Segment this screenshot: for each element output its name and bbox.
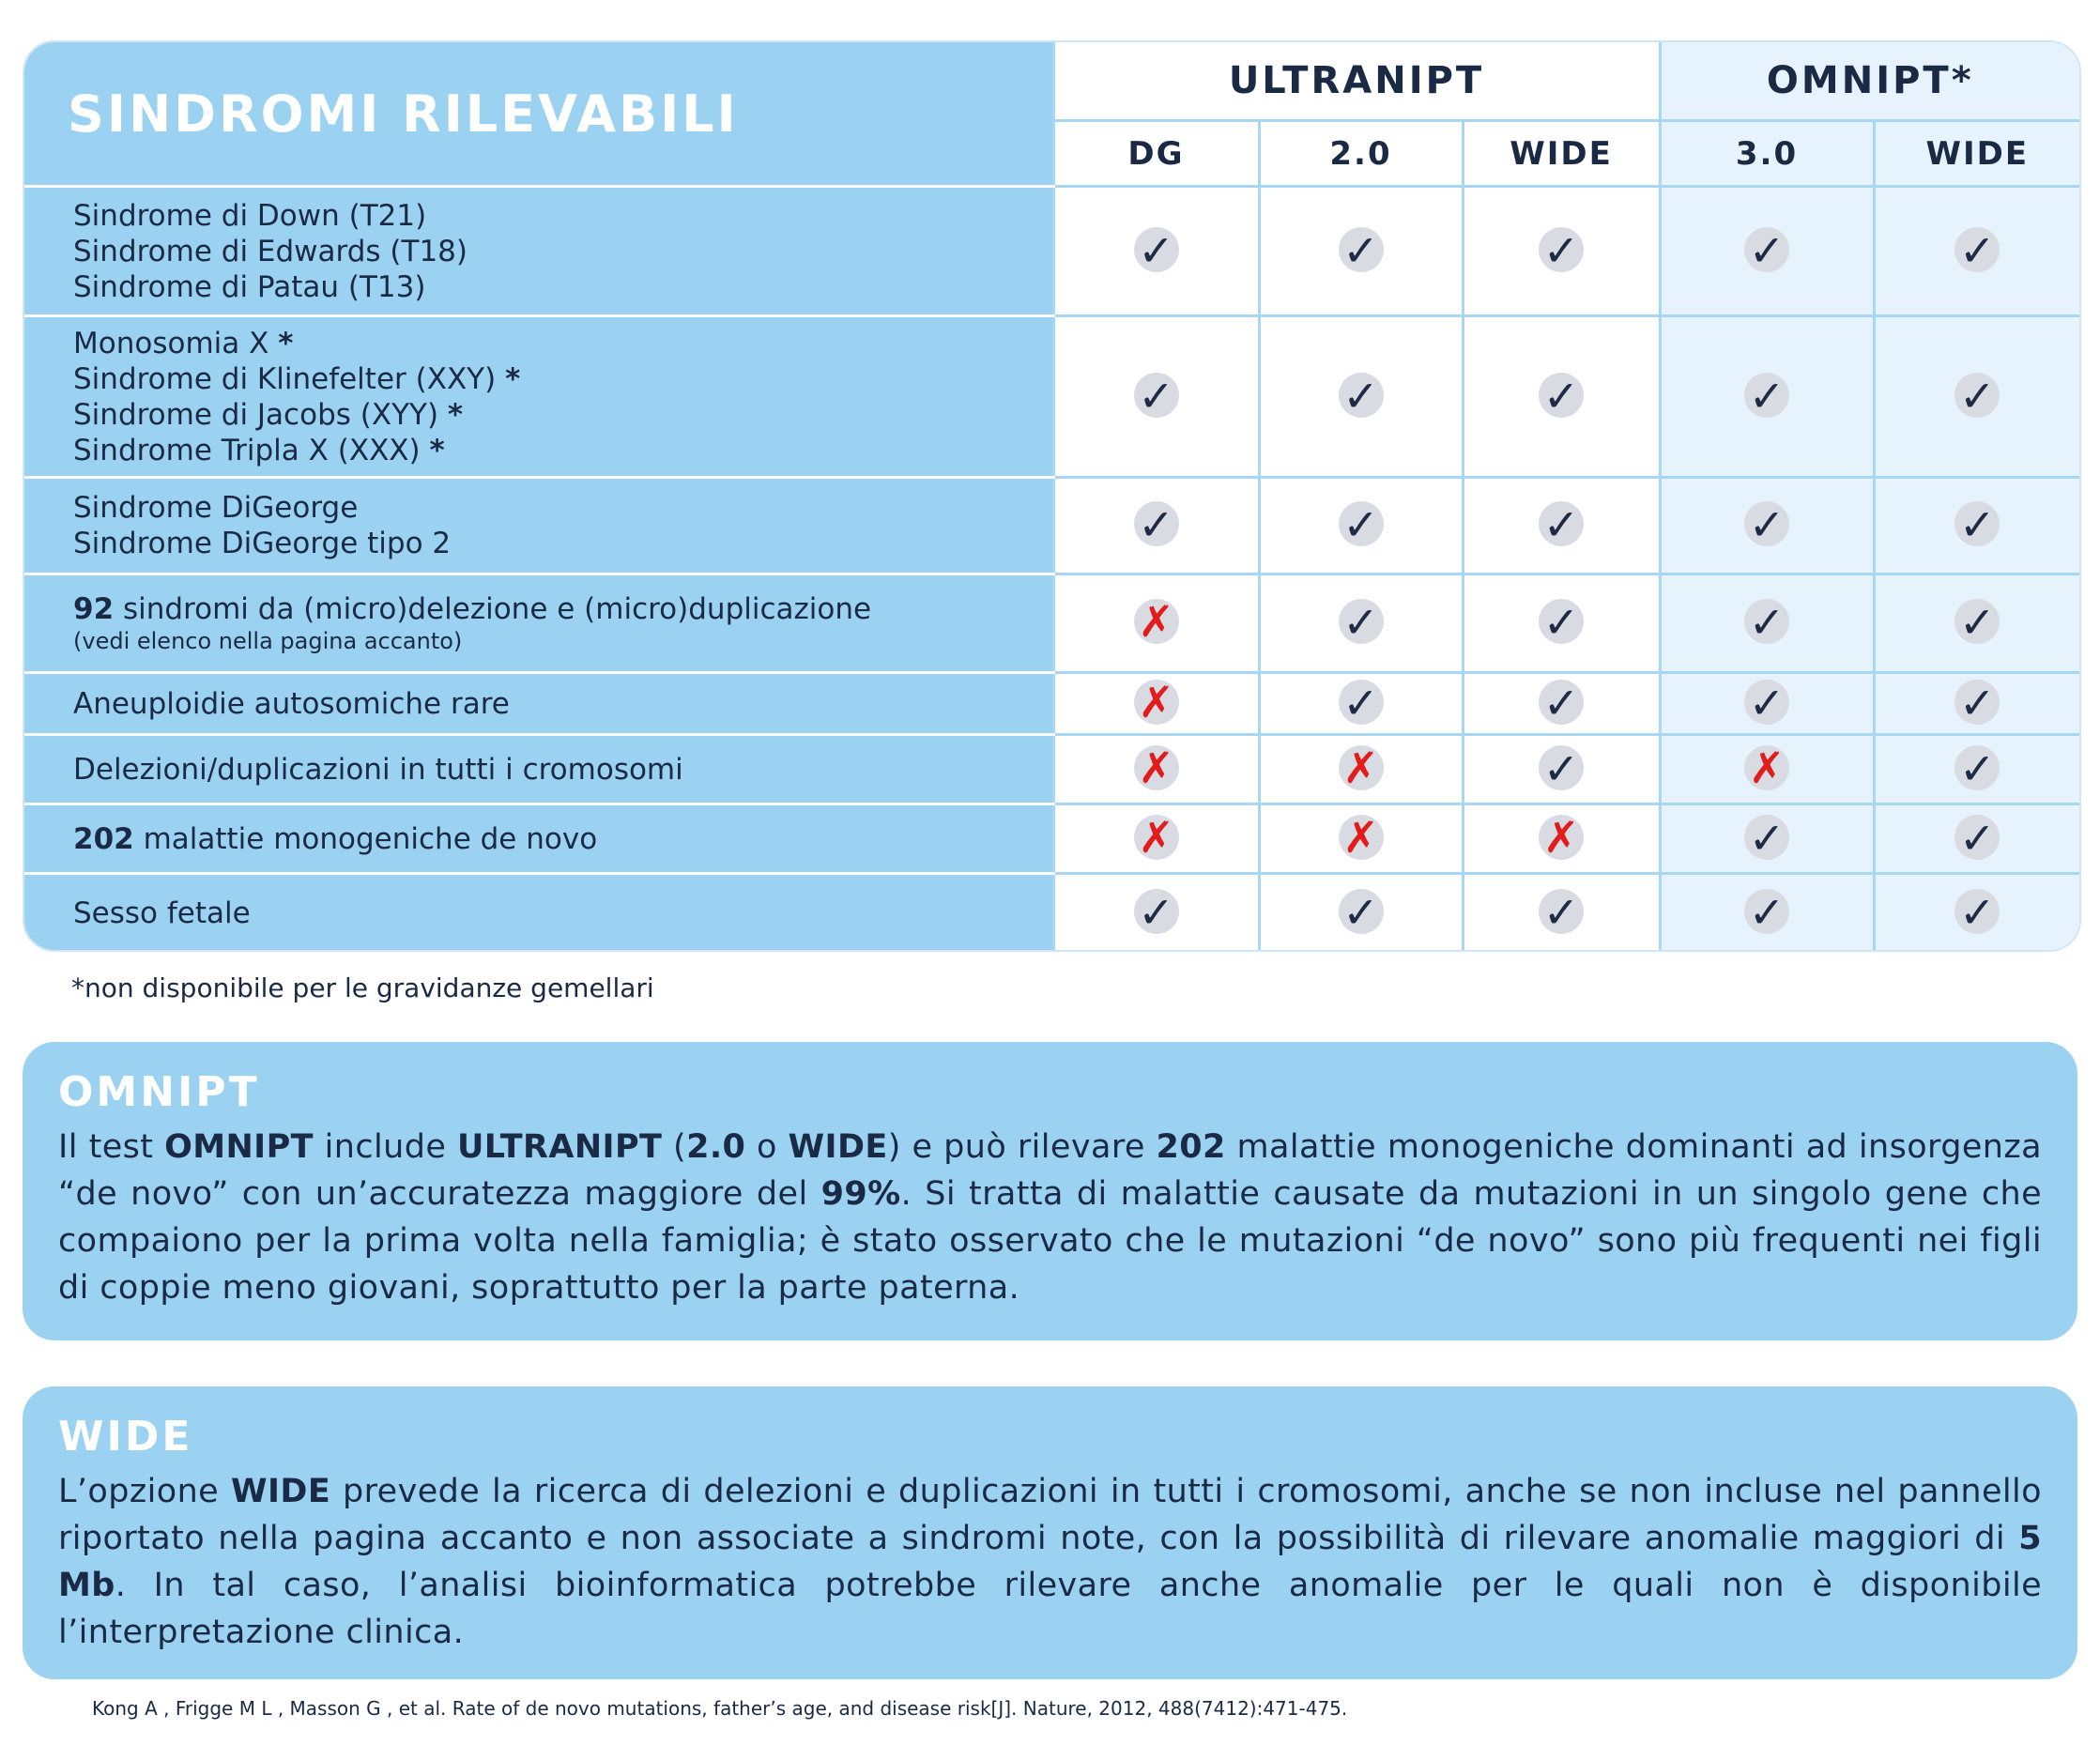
row-label bbox=[24, 673, 1053, 735]
check-icon bbox=[1954, 227, 2000, 272]
result-cell bbox=[1874, 804, 2079, 874]
cross-icon bbox=[1339, 745, 1384, 790]
result-cell bbox=[1259, 735, 1463, 804]
text-segment: . In tal caso, l’analisi bioinformatica potrebbe rilevare anche anomalie per le quali non è disponibile l’interpretazione clinica. bbox=[58, 1567, 2042, 1651]
group-header-omnipt: OMNIPT* bbox=[1660, 42, 2079, 121]
check-icon bbox=[1954, 501, 2000, 546]
text-segment: o bbox=[745, 1128, 789, 1166]
result-cell bbox=[1053, 673, 1259, 735]
check-icon bbox=[1744, 227, 1789, 272]
table-row bbox=[24, 804, 2079, 874]
check-icon bbox=[1339, 501, 1384, 546]
cross-icon bbox=[1134, 680, 1179, 725]
table-row bbox=[24, 735, 2079, 804]
asterisk-mark: * bbox=[429, 433, 445, 467]
text-segment: . Si tratta di malattie causate da mutazioni in un singolo gene che compaiono per la prima volta nella famiglia; è stato osservato che le mutazioni “de novo” sono più frequenti nei figli di coppie meno giovani, soprattutto per la parte paterna. bbox=[58, 1175, 2042, 1307]
result-cell bbox=[1874, 673, 2079, 735]
check-icon bbox=[1539, 501, 1584, 546]
check-icon bbox=[1744, 501, 1789, 546]
row-line: Sindrome DiGeorge bbox=[73, 491, 359, 525]
result-cell bbox=[1259, 478, 1463, 574]
sub-header-ultra-wide: WIDE bbox=[1463, 121, 1660, 187]
row-line: Sindrome DiGeorge tipo 2 bbox=[73, 527, 452, 560]
cross-icon bbox=[1134, 815, 1179, 860]
sub-header-dg: DG bbox=[1053, 121, 1259, 187]
result-cell bbox=[1463, 673, 1660, 735]
check-icon bbox=[1954, 745, 2000, 790]
row-note: (vedi elenco nella pagina accanto) bbox=[73, 628, 463, 654]
text-segment: ) e può rilevare bbox=[887, 1128, 1157, 1166]
check-icon bbox=[1539, 599, 1584, 644]
row-line: Sindrome di Jacobs (XYY) bbox=[73, 397, 439, 432]
result-cell bbox=[1463, 187, 1660, 316]
table-row bbox=[24, 874, 2079, 953]
wide-info-box bbox=[23, 1386, 2077, 1679]
text-emphasis: WIDE bbox=[230, 1473, 331, 1510]
result-cell bbox=[1463, 804, 1660, 874]
check-icon bbox=[1744, 373, 1789, 418]
text-emphasis: 5 Mb bbox=[58, 1520, 2042, 1604]
check-icon bbox=[1539, 889, 1584, 934]
wide-box-title: WIDE bbox=[58, 1413, 193, 1461]
text-emphasis: 202 bbox=[1156, 1128, 1226, 1166]
asterisk-mark: * bbox=[447, 397, 464, 432]
omnipt-info-box bbox=[23, 1042, 2077, 1340]
row-text: Sesso fetale bbox=[73, 896, 251, 931]
result-cell bbox=[1053, 735, 1259, 804]
check-icon bbox=[1134, 227, 1179, 272]
result-cell bbox=[1463, 574, 1660, 673]
result-cell bbox=[1660, 735, 1874, 804]
text-emphasis: 2.0 bbox=[686, 1128, 746, 1166]
result-cell bbox=[1874, 574, 2079, 673]
check-icon bbox=[1954, 815, 2000, 860]
text-emphasis: 99% bbox=[820, 1175, 901, 1213]
text-segment: prevede la ricerca di delezioni e duplicazioni in tutti i cromosomi, anche se non incluse nel pannello riportato nella pagina accanto e non associate a sindromi note, con la possibilità di rilevare anomalie maggiori di bbox=[58, 1473, 2042, 1557]
table-row bbox=[24, 673, 2079, 735]
result-cell bbox=[1259, 874, 1463, 953]
result-cell bbox=[1463, 735, 1660, 804]
check-icon bbox=[1339, 889, 1384, 934]
row-label bbox=[24, 187, 1053, 316]
check-icon bbox=[1744, 889, 1789, 934]
cross-icon bbox=[1744, 745, 1789, 790]
row-label bbox=[24, 478, 1053, 574]
check-icon bbox=[1134, 373, 1179, 418]
row-line: Sindrome di Edwards (T18) bbox=[73, 234, 468, 268]
check-icon bbox=[1134, 501, 1179, 546]
check-icon bbox=[1954, 599, 2000, 644]
check-icon bbox=[1539, 373, 1584, 418]
result-cell bbox=[1660, 478, 1874, 574]
result-cell bbox=[1660, 316, 1874, 478]
result-cell bbox=[1259, 804, 1463, 874]
cross-icon bbox=[1339, 815, 1384, 860]
check-icon bbox=[1339, 599, 1384, 644]
table-row bbox=[24, 187, 2079, 316]
result-cell bbox=[1259, 673, 1463, 735]
result-cell bbox=[1660, 874, 1874, 953]
result-cell bbox=[1874, 187, 2079, 316]
result-cell bbox=[1463, 874, 1660, 953]
table-row bbox=[24, 574, 2079, 673]
result-cell bbox=[1259, 187, 1463, 316]
result-cell bbox=[1874, 735, 2079, 804]
omnipt-box-text bbox=[58, 1124, 2042, 1311]
comparison-grid bbox=[24, 42, 2079, 952]
check-icon bbox=[1744, 599, 1789, 644]
row-label bbox=[24, 735, 1053, 804]
result-cell bbox=[1660, 673, 1874, 735]
result-cell bbox=[1053, 574, 1259, 673]
table-title: SINDROMI RILEVABILI bbox=[24, 42, 1053, 187]
result-cell bbox=[1660, 804, 1874, 874]
cross-icon bbox=[1134, 599, 1179, 644]
row-text: Aneuploidie autosomiche rare bbox=[73, 686, 510, 721]
row-count: 202 bbox=[73, 821, 134, 856]
result-cell bbox=[1463, 316, 1660, 478]
group-header-ultranipt: ULTRANIPT bbox=[1053, 42, 1660, 121]
row-text: Delezioni/duplicazioni in tutti i cromosomi bbox=[73, 752, 683, 787]
row-line: Sindrome di Patau (T13) bbox=[73, 269, 426, 304]
text-segment: ( bbox=[662, 1128, 687, 1166]
table-row bbox=[24, 316, 2079, 478]
text-segment: L’opzione bbox=[58, 1473, 231, 1510]
row-text: malattie monogeniche de novo bbox=[133, 821, 598, 856]
check-icon bbox=[1954, 680, 2000, 725]
sub-header-omni-wide: WIDE bbox=[1874, 121, 2079, 187]
cross-icon bbox=[1134, 745, 1179, 790]
row-count: 92 bbox=[73, 592, 115, 626]
text-segment: include bbox=[313, 1128, 457, 1166]
row-line: Sindrome di Klinefelter (XXY) bbox=[73, 361, 497, 396]
syndrome-comparison-table bbox=[23, 40, 2081, 952]
row-text: sindromi da (micro)delezione e (micro)duplicazione bbox=[114, 592, 872, 626]
sub-header-3-0: 3.0 bbox=[1660, 121, 1874, 187]
check-icon bbox=[1539, 745, 1584, 790]
row-label bbox=[24, 574, 1053, 673]
check-icon bbox=[1134, 889, 1179, 934]
result-cell bbox=[1660, 187, 1874, 316]
text-segment: Il test bbox=[58, 1128, 165, 1166]
result-cell bbox=[1259, 574, 1463, 673]
check-icon bbox=[1339, 227, 1384, 272]
wide-box-text bbox=[58, 1468, 2042, 1656]
row-line: Monosomia X bbox=[73, 326, 269, 360]
result-cell bbox=[1259, 316, 1463, 478]
check-icon bbox=[1339, 680, 1384, 725]
row-label bbox=[24, 804, 1053, 874]
cross-icon bbox=[1539, 815, 1584, 860]
check-icon bbox=[1744, 815, 1789, 860]
check-icon bbox=[1954, 889, 2000, 934]
result-cell bbox=[1874, 478, 2079, 574]
asterisk-mark: * bbox=[505, 361, 521, 396]
result-cell bbox=[1053, 316, 1259, 478]
check-icon bbox=[1744, 680, 1789, 725]
result-cell bbox=[1463, 478, 1660, 574]
check-icon bbox=[1539, 227, 1584, 272]
check-icon bbox=[1339, 373, 1384, 418]
check-icon bbox=[1954, 373, 2000, 418]
result-cell bbox=[1874, 874, 2079, 953]
text-emphasis: OMNIPT bbox=[164, 1128, 314, 1166]
asterisk-mark: * bbox=[278, 326, 294, 360]
text-emphasis: WIDE bbox=[788, 1128, 888, 1166]
row-line: Sindrome di Down (T21) bbox=[73, 198, 427, 233]
result-cell bbox=[1053, 874, 1259, 953]
twin-pregnancy-footnote: *non disponibile per le gravidanze gemellari bbox=[71, 972, 654, 1003]
reference-citation: Kong A , Frigge M L , Masson G , et al. Rate of de novo mutations, father’s age, and disease risk[J]. Nature, 2012, 488(7412):471-475. bbox=[92, 1697, 1348, 1720]
check-icon bbox=[1539, 680, 1584, 725]
table-row bbox=[24, 478, 2079, 574]
row-line: Sindrome Tripla X (XXX) bbox=[73, 433, 421, 467]
result-cell bbox=[1660, 574, 1874, 673]
result-cell bbox=[1053, 804, 1259, 874]
row-label bbox=[24, 874, 1053, 953]
sub-header-2-0: 2.0 bbox=[1259, 121, 1463, 187]
result-cell bbox=[1053, 478, 1259, 574]
text-segment: malattie monogeniche dominanti ad insorgenza “de novo” con un’accuratezza maggiore del bbox=[58, 1128, 2042, 1213]
result-cell bbox=[1874, 316, 2079, 478]
text-emphasis: ULTRANIPT bbox=[456, 1128, 663, 1166]
omnipt-box-title: OMNIPT bbox=[58, 1068, 260, 1116]
result-cell bbox=[1053, 187, 1259, 316]
row-label bbox=[24, 316, 1053, 478]
